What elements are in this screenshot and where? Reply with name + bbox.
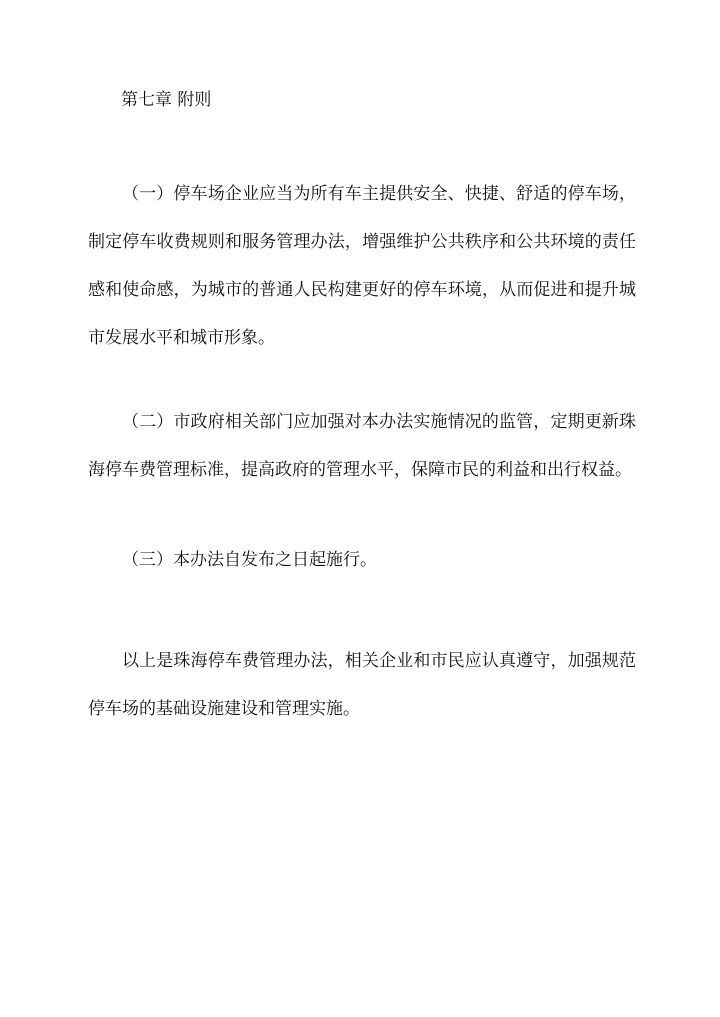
paragraph-4: 以上是珠海停车费管理办法，相关企业和市民应认真遵守，加强规范停车场的基础设施建设和管理实施。 [88, 651, 636, 719]
paragraph-1: （一）停车场企业应当为所有车主提供安全、快捷、舒适的停车场，制定停车收费规则和服务管理办法，增强维护公共秩序和公共环境的责任感和使命感，为城市的普通人民构建更好的停车环境，从而促进和提升城市发展水平和城市形象。 [88, 184, 636, 348]
chapter-heading: 第七章 附则 [121, 90, 212, 110]
paragraph-2: （二）市政府相关部门应加强对本办法实施情况的监管，定期更新珠海停车费管理标准，提高政府的管理水平，保障市民的利益和出行权益。 [88, 412, 636, 480]
paragraph-3: （三）本办法自发布之日起施行。 [122, 550, 377, 570]
